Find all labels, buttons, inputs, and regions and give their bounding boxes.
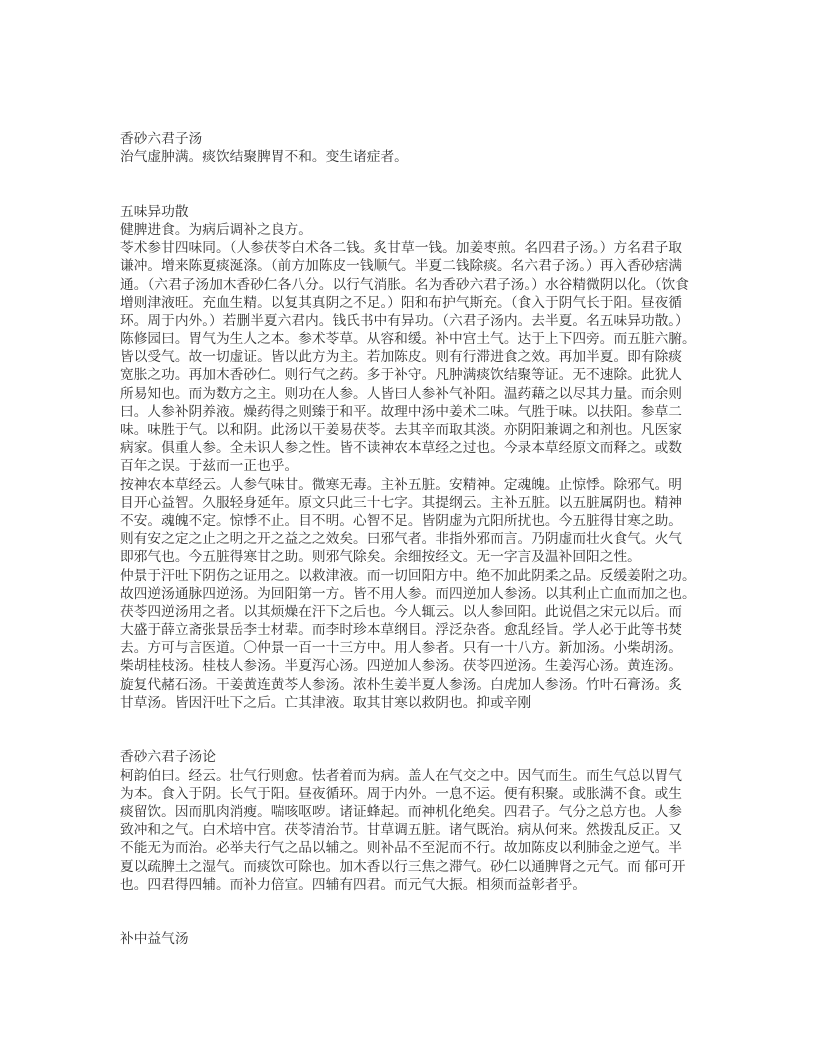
text-line: 宽胀之功。再加木香砂仁。则行气之药。多于补守。凡肿满痰饮结聚等证。无不速除。此犹人 <box>120 367 683 383</box>
section-title-line: 香砂六君子汤 <box>120 131 203 146</box>
text-line: 所易知也。而为数方之主。则功在人参。人皆曰人参补气补阳。温药藉之以尽其力量。而余则 <box>120 385 683 401</box>
section-wuwei-yigong-san <box>120 203 704 712</box>
text-line: 增则津液旺。充血生精。以复其真阴之不足。）阳和布护气斯充。（食入于阴气长于阳。昼夜循 <box>120 294 683 310</box>
section-title-line: 补中益气汤 <box>120 931 189 947</box>
section-xiangsha-liujunzi-tang <box>120 130 704 166</box>
text-line: 大盛于薛立斋张景岳李士材辈。而李时珍本草纲目。浮泛杂沓。愈乱经旨。学人必于此等书焚 <box>120 622 683 638</box>
text-line: 陈修园曰。胃气为生人之本。参术苓草。从容和缓。补中宫土气。达于上下四旁。而五脏六腑。 <box>120 331 696 347</box>
text-line: 为本。食入于阴。长气于阳。昼夜循环。周于内外。一息不运。便有积聚。或胀满不食。或生 <box>120 785 683 801</box>
text-line: 即邪气也。今五脏得寒甘之助。则邪气除矣。余细按经文。无一字言及温补回阳之性。 <box>120 549 641 565</box>
text-line: 按神农本草经云。人参气味甘。微寒无毒。主补五脏。安精神。定魂魄。止惊悸。除邪气。明 <box>120 476 683 492</box>
text-line: 夏以疏脾土之湿气。而痰饮可除也。加木香以行三焦之滞气。砂仁以通脾肾之元气。而 郁可开 <box>120 858 686 874</box>
document-body <box>120 130 704 948</box>
text-line: 治气虚肿满。痰饮结聚脾胃不和。变生诸症者。 <box>120 149 408 165</box>
text-line: 则有安之定之止之明之开之益之之效矣。曰邪气者。非指外邪而言。乃阴虚而壮火食气。火气 <box>120 531 683 547</box>
text-line: 不安。魂魄不定。惊悸不止。目不明。心智不足。皆阴虚为亢阳所扰也。今五脏得甘寒之助。 <box>120 512 683 528</box>
section-buzhong-yiqi-tang <box>120 930 704 948</box>
text-line: 环。周于内外。）若删半夏六君内。钱氏书中有异功。（六君子汤内。去半夏。名五味异功散。） <box>120 312 689 328</box>
text-line: 健脾进食。为病后调补之良方。 <box>120 221 312 237</box>
text-line: 曰。人参补阴养液。燥药得之则臻于和平。故理中汤中姜术二味。气胜于味。以扶阳。参草二 <box>120 403 683 419</box>
section-xiangsha-liujunzi-tang-lun <box>120 748 704 894</box>
text-line: 苓术参甘四味同。（人参茯苓白术各二钱。炙甘草一钱。加姜枣煎。名四君子汤。）方名君子取 <box>120 240 683 256</box>
section-title-line: 五味异功散 <box>120 203 189 219</box>
text-line: 仲景于汗吐下阴伤之证用之。以救津液。而一切回阳方中。绝不加此阴柔之品。反缓姜附之功。 <box>120 567 696 583</box>
text-line: 故四逆汤通脉四逆汤。为回阳第一方。皆不用人参。而四逆加人参汤。以其利止亡血而加之也。 <box>120 585 696 601</box>
text-line: 通。（六君子汤加木香砂仁各八分。以行气消胀。名为香砂六君子汤。）水谷精微阴以化。（饮食 <box>120 276 689 292</box>
text-line: 痰留饮。因而肌肉消瘦。喘咳呕哕。诸证蜂起。而神机化绝矣。四君子。气分之总方也。人参 <box>120 803 683 819</box>
text-line: 谦冲。增来陈夏痰涎涤。（前方加陈皮一钱顺气。半夏二钱除痰。名六君子汤。）再入香砂痞满 <box>120 258 683 274</box>
text-line: 百年之误。于兹而一正也乎。 <box>120 458 299 474</box>
text-line: 旋复代赭石汤。干姜黄连黄芩人参汤。浓朴生姜半夏人参汤。白虎加人参汤。竹叶石膏汤。炙 <box>120 676 683 692</box>
section-title-line: 香砂六君子汤论 <box>120 749 216 765</box>
text-line: 柴胡桂枝汤。桂枝人参汤。半夏泻心汤。四逆加人参汤。茯苓四逆汤。生姜泻心汤。黄连汤。 <box>120 658 683 674</box>
text-line: 不能无为而治。必举夫行气之品以辅之。则补品不至泥而不行。故加陈皮以利肺金之逆气。半 <box>120 840 683 856</box>
text-line: 皆以受气。故一切虚证。皆以此方为主。若加陈皮。则有行滞进食之效。再加半夏。即有除痰 <box>120 349 683 365</box>
text-line: 柯韵伯曰。经云。壮气行则愈。怯者着而为病。盖人在气交之中。因气而生。而生气总以胃气 <box>120 767 683 783</box>
text-line: 也。四君得四辅。而补力倍宣。四辅有四君。而元气大振。相须而益彰者乎。 <box>120 876 587 892</box>
text-line: 茯苓四逆汤用之者。以其烦燥在汗下之后也。今人辄云。以人参回阳。此说倡之宋元以后。而 <box>120 603 683 619</box>
text-line: 目开心益智。久服轻身延年。原文只此三十七字。其提纲云。主补五脏。以五脏属阴也。精神 <box>120 494 683 510</box>
text-line: 病家。俱重人参。全未识人参之性。皆不读神农本草经之过也。今录本草经原文而释之。或数 <box>120 440 683 456</box>
text-line: 味。味胜于气。以和阴。此汤以干姜易茯苓。去其辛而取其淡。亦阴阳兼调之和剂也。凡医家 <box>120 422 683 438</box>
text-line: 去。方可与言医道。〇仲景一百一十三方中。用人参者。只有一十八方。新加汤。小柴胡汤。 <box>120 640 683 656</box>
text-line: 致冲和之气。白术培中宫。茯苓清治节。甘草调五脏。诸气既治。病从何来。然拨乱反正。又 <box>120 822 683 838</box>
text-line: 甘草汤。皆因汗吐下之后。亡其津液。取其甘寒以救阴也。抑或辛刚 <box>120 694 532 710</box>
